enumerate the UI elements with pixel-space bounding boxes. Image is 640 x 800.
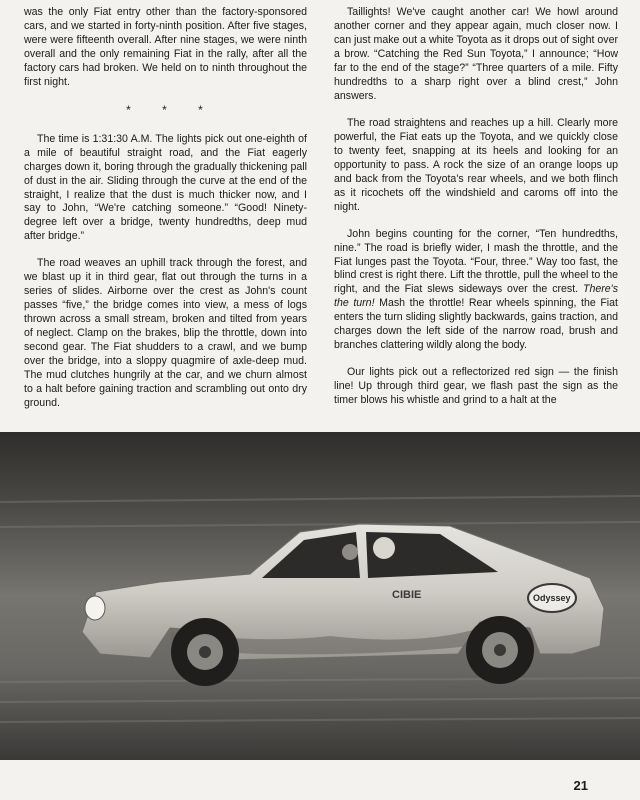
emphasis-text: There's the turn! bbox=[334, 283, 618, 310]
car-illustration bbox=[0, 432, 640, 760]
section-separator: * * * bbox=[126, 102, 217, 117]
door-decal-text: CIBIE bbox=[392, 589, 422, 601]
paragraph: Taillights! We've caught another car! We howl around another corner and they appear again, much closer now. I can just make out a white Toyota as it drops out of sight over a brow. “Catching the Red Sun Toyota,” I announce; “How far to the end of the stage?” “Three quarters of a mile. Fifty hundredths to a sharp right over a blind crest,” John answers. bbox=[334, 6, 618, 102]
paragraph: Our lights pick out a reflectorized red sign — the finish line! Up through third gear, we flash past the sign as the timer blows his whistle and grind to a halt at the bbox=[334, 366, 618, 407]
paragraph: The time is 1:31:30 A.M. The lights pick out one-eighth of a mile of beautiful straight road, and the Fiat eagerly charges down it, boring through the gradually thickening pall of dust in the air. Sliding through the curve at the end of the straight, I realize that the dust is much thicker now, and I say to John, “We're catching someone.” “Good! Ninety-degree left over a bridge, twenty hundredths, deep mud after bridge.” bbox=[24, 132, 307, 243]
rally-car-photo bbox=[0, 432, 640, 760]
paragraph-text: John begins counting for the corner, “Ten hundredths, nine.” The road is briefly wider, I mash the throttle, and the Fiat lunges past the Toyota. “Four, three.” Way too fast, the blind crest is right there. Lift the throttle, pull the wheel to the right, and the Fiat slews sideways over the crest. bbox=[334, 227, 618, 296]
page-number: 21 bbox=[573, 778, 588, 793]
round-decal-text: Odyssey bbox=[533, 593, 571, 603]
paragraph: The road straightens and reaches up a hill. Clearly more powerful, the Fiat eats up the Toyota, and we quickly close to twenty feet, snapping at its heels and looking for an opportunity to pass. A rock the size of an orange loops up and back from the Toyota's rear wheels, and we both flinch as it ricochets off the windshield and caroms off into the night. bbox=[334, 116, 618, 213]
rear-wheel bbox=[466, 616, 534, 684]
left-column bbox=[24, 6, 307, 424]
right-column bbox=[334, 6, 618, 418]
paragraph-text: Mash the throttle! Rear wheels spinning, the Fiat enters the turn sliding slightly backwards, gains traction, and charges down the left side of the narrow road, brush and branches clattering wildly along the body. bbox=[334, 297, 618, 352]
paragraph: was the only Fiat entry other than the factory-sponsored cars, and we started in forty-ninth position. After five stages, were were fifteenth overall. After nine stages, we were ninth overall and the only remaining Fiat in the rally, after all the factory cars had broken. We held on to ninth throughout the first night. bbox=[24, 6, 307, 88]
paragraph: The road weaves an uphill track through the forest, and we blast up it in third gear, flat out through the turns in a series of slides. Airborne over the crest as John's count passes “five,” the bridge comes into view, a mess of logs thrown across a small stream, broken and tilted from years of neglect. Clamp on the brakes, blip the throttle, down into second gear. The Fiat shudders to a crawl, and we bump over the bridge, into a sloppy quagmire of axle-deep mud. The mud clutches hungrily at the car, and we churn almost to a halt before gaining traction and scrambling out onto dry ground. bbox=[24, 257, 307, 410]
front-wheel bbox=[171, 618, 239, 686]
paragraph bbox=[334, 228, 618, 354]
